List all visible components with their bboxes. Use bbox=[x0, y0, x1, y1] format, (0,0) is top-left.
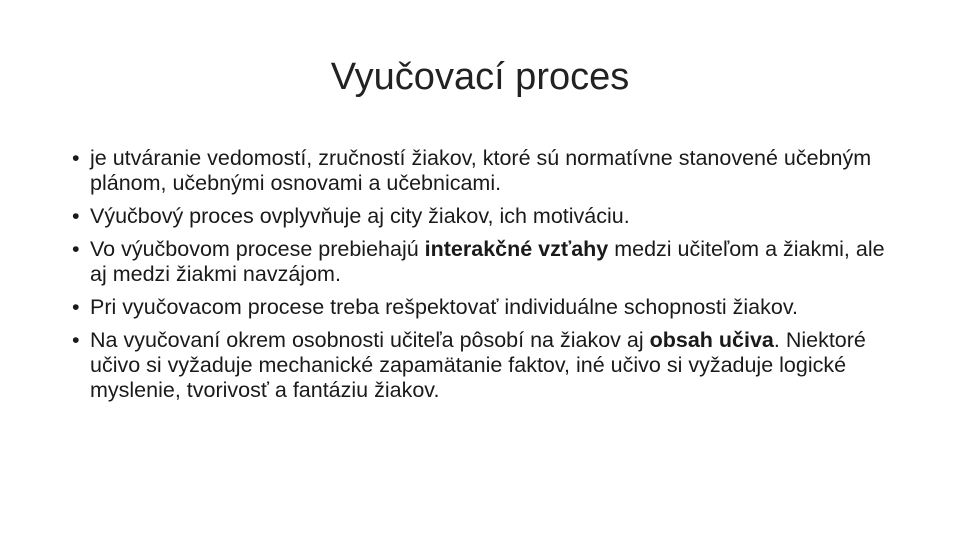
bullet-dot-icon: • bbox=[72, 328, 80, 352]
bullet-dot-icon: • bbox=[72, 146, 80, 170]
bullet-text-post: medzi učiteľom a žiakmi, ale aj medzi žiakmi navzájom. bbox=[90, 237, 885, 286]
bullet-dot-icon: • bbox=[72, 237, 80, 261]
bullet-dot-icon: • bbox=[72, 295, 80, 319]
bullet-text: je utváranie vedomostí, zručností žiakov, ktoré sú normatívne stanovené učebným plánom, učebnými osnovami a učebnicami. bbox=[90, 146, 872, 195]
bullet-text-pre: Na vyučovaní okrem osobnosti učiteľa pôsobí na žiakov aj bbox=[90, 328, 650, 352]
bullet-item bbox=[72, 204, 902, 229]
bullet-dot-icon: • bbox=[72, 204, 80, 228]
bullet-text-bold: interakčné vzťahy bbox=[424, 237, 609, 261]
bullet-text-bold: obsah učiva bbox=[649, 328, 774, 352]
bullet-item bbox=[72, 295, 902, 320]
bullet-item bbox=[72, 146, 902, 196]
bullet-item bbox=[72, 328, 902, 403]
slide-title: Vyučovací proces bbox=[330, 56, 630, 98]
bullet-text-pre: Vo výučbovom procese prebiehajú bbox=[90, 237, 425, 261]
bullet-list bbox=[72, 146, 902, 411]
bullet-item bbox=[72, 237, 902, 287]
bullet-text: Pri vyučovacom procese treba rešpektovať individuálne schopnosti žiakov. bbox=[90, 295, 798, 319]
bullet-text: Výučbový proces ovplyvňuje aj city žiakov, ich motiváciu. bbox=[90, 204, 630, 228]
bullet-text-post: . Niektoré učivo si vyžaduje mechanické zapamätanie faktov, iné učivo si vyžaduje logické myslenie, tvorivosť a fantáziu žiakov. bbox=[90, 328, 866, 402]
